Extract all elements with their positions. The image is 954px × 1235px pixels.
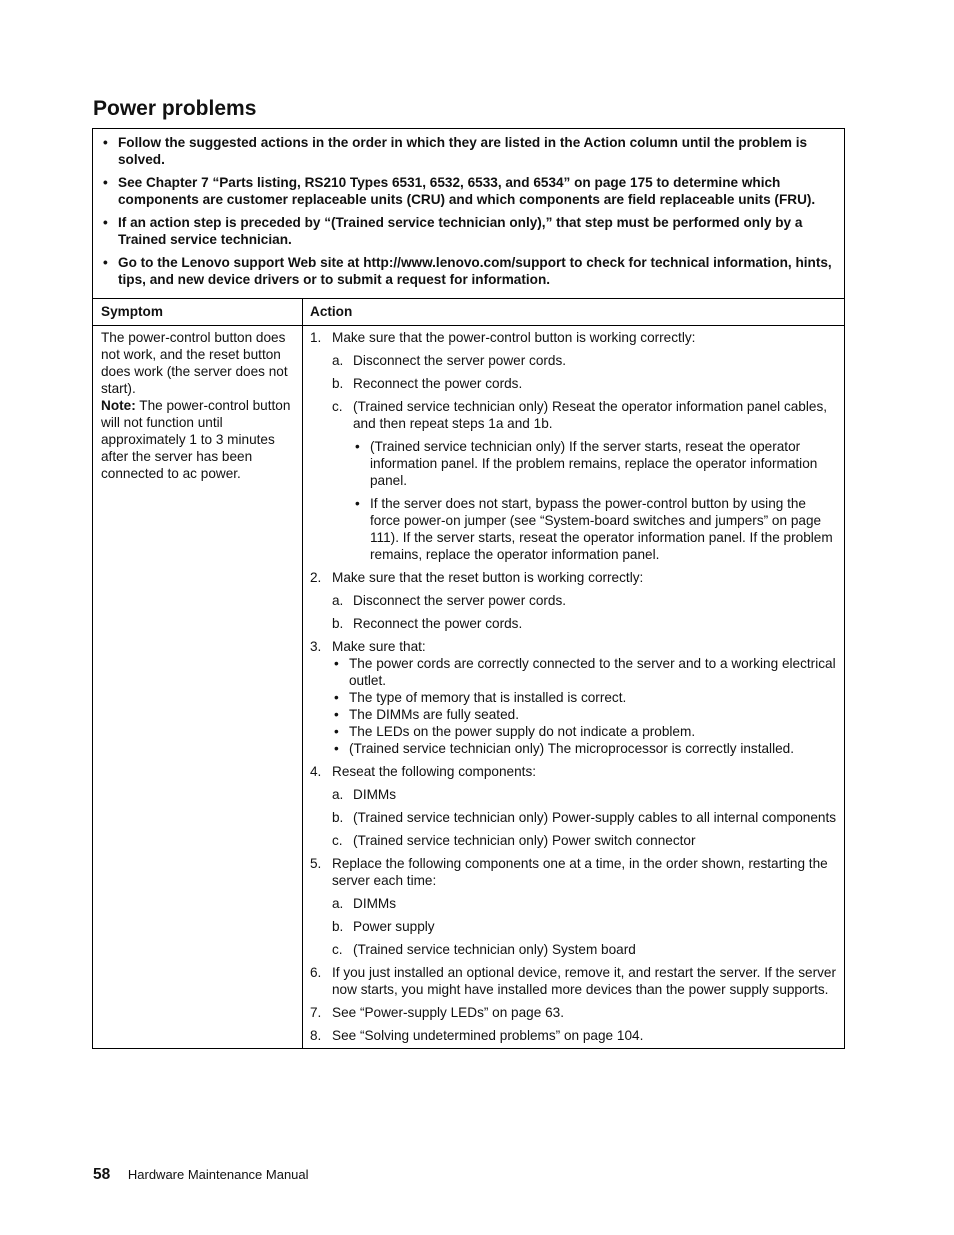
notes-list [101, 134, 834, 288]
step-number: 5. [310, 856, 322, 871]
manual-title: Hardware Maintenance Manual [127, 1167, 309, 1182]
step-number: 7. [310, 1005, 322, 1020]
bullet-item: • The type of memory that is installed is correct. [332, 689, 838, 706]
step-number: 1. [310, 330, 322, 345]
action-step-6 [310, 964, 838, 998]
substep-text: Reconnect the power cords. [353, 616, 523, 631]
step-number: 8. [310, 1028, 322, 1043]
note-text: The power-control button will not function until approximately 1 to 3 minutes after the server has been connected to ac power. [101, 398, 291, 481]
bullet-item: • If the server does not start, bypass the power-control button by using the force power-on jumper (see “System-board switches and jumpers” on page 111). If the server starts, reseat the operator information panel. If the problem remains, replace the operator information panel. [353, 495, 838, 563]
substep-letter: c. [332, 399, 343, 414]
bullet-item: • (Trained service technician only) If the server starts, reseat the operator information panel. If the problem remains, replace the operator information panel. [353, 438, 838, 489]
substep-letter: c. [332, 942, 343, 957]
substep-letter: b. [332, 919, 344, 934]
substep [332, 375, 838, 392]
substep [332, 832, 838, 849]
step-number: 3. [310, 639, 322, 654]
action-step-7 [310, 1004, 838, 1021]
substep [332, 592, 838, 609]
substep-letter: b. [332, 376, 344, 391]
substep [332, 918, 838, 935]
step-text: Make sure that: [332, 639, 426, 654]
substep-letter: b. [332, 616, 344, 631]
substep-text: (Trained service technician only) Power switch connector [353, 833, 696, 848]
step-text: Make sure that the reset button is working correctly: [332, 570, 644, 585]
substep [332, 398, 838, 432]
step-text: Reseat the following components: [332, 764, 537, 779]
power-problems-table [92, 128, 845, 1049]
action-step-3 [310, 638, 838, 655]
substep [332, 615, 838, 632]
action-step-5 [310, 855, 838, 889]
bullet-item: • The power cords are correctly connected to the server and to a working electrical outlet. [332, 655, 838, 689]
substep [332, 786, 838, 803]
symptom-note [101, 397, 296, 482]
step-text: See “Solving undetermined problems” on page 104. [332, 1028, 644, 1043]
step-text: If you just installed an optional device, remove it, and restart the server. If the server now starts, you might have installed more devices than the power supply supports. [332, 965, 836, 997]
substep-text: Disconnect the server power cords. [353, 593, 567, 608]
action-step-1 [310, 329, 838, 346]
table-row [93, 326, 844, 1048]
substep-text: DIMMs [353, 787, 397, 802]
substep [332, 941, 838, 958]
step-text: Replace the following components one at a time, in the order shown, restarting the server each time: [332, 856, 828, 888]
table-header-row [93, 299, 844, 326]
symptom-text: The power-control button does not work, and the reset button does work (the server does not start). [101, 330, 288, 396]
note-label: Note: [101, 398, 136, 413]
page-footer [93, 1166, 309, 1184]
substep-text: (Trained service technician only) Power-supply cables to all internal components [353, 810, 837, 825]
substep-text: Disconnect the server power cords. [353, 353, 567, 368]
substep-text: (Trained service technician only) Reseat the operator information panel cables, and then repeat steps 1a and 1b. [353, 399, 828, 431]
action-step-4 [310, 763, 838, 780]
substep [332, 352, 838, 369]
substep-letter: c. [332, 833, 343, 848]
action-step-2 [310, 569, 838, 586]
substep-text: (Trained service technician only) System board [353, 942, 636, 957]
action-header: Action [310, 304, 353, 319]
substep-text: Power supply [353, 919, 435, 934]
bullet-item: • The DIMMs are fully seated. [332, 706, 838, 723]
step-number: 2. [310, 570, 322, 585]
step-number: 6. [310, 965, 322, 980]
note-item: • Follow the suggested actions in the order in which they are listed in the Action column until the problem is solved. [101, 134, 834, 168]
note-item: • Go to the Lenovo support Web site at http://www.lenovo.com/support to check for technical information, hints, tips, and new device drivers or to submit a request for information. [101, 254, 834, 288]
substep-letter: a. [332, 896, 344, 911]
substep-letter: a. [332, 593, 344, 608]
substep [332, 895, 838, 912]
bullet-item: • (Trained service technician only) The microprocessor is correctly installed. [332, 740, 838, 757]
symptom-header: Symptom [93, 299, 303, 325]
symptom-cell [93, 326, 303, 1048]
step-text: See “Power-supply LEDs” on page 63. [332, 1005, 564, 1020]
page-title: Power problems [93, 97, 257, 120]
step-3-bullets [310, 655, 838, 757]
substep-text: Reconnect the power cords. [353, 376, 523, 391]
substep [332, 809, 838, 826]
step-text: Make sure that the power-control button is working correctly: [332, 330, 696, 345]
substep-letter: b. [332, 810, 344, 825]
notes-section [93, 129, 844, 299]
substep-letter: a. [332, 787, 344, 802]
action-cell [303, 326, 844, 1048]
page-number: 58 [93, 1166, 111, 1183]
substep-letter: a. [332, 353, 344, 368]
note-item: • See Chapter 7 “Parts listing, RS210 Types 6531, 6532, 6533, and 6534” on page 175 to determine which components are customer replaceable units (CRU) and which components are field replaceable units (FRU). [101, 174, 834, 208]
substep-text: DIMMs [353, 896, 397, 911]
step-number: 4. [310, 764, 322, 779]
note-item: • If an action step is preceded by “(Trained service technician only),” that step must be performed only by a Trained service technician. [101, 214, 834, 248]
action-step-8 [310, 1027, 838, 1044]
bullet-item: • The LEDs on the power supply do not indicate a problem. [332, 723, 838, 740]
